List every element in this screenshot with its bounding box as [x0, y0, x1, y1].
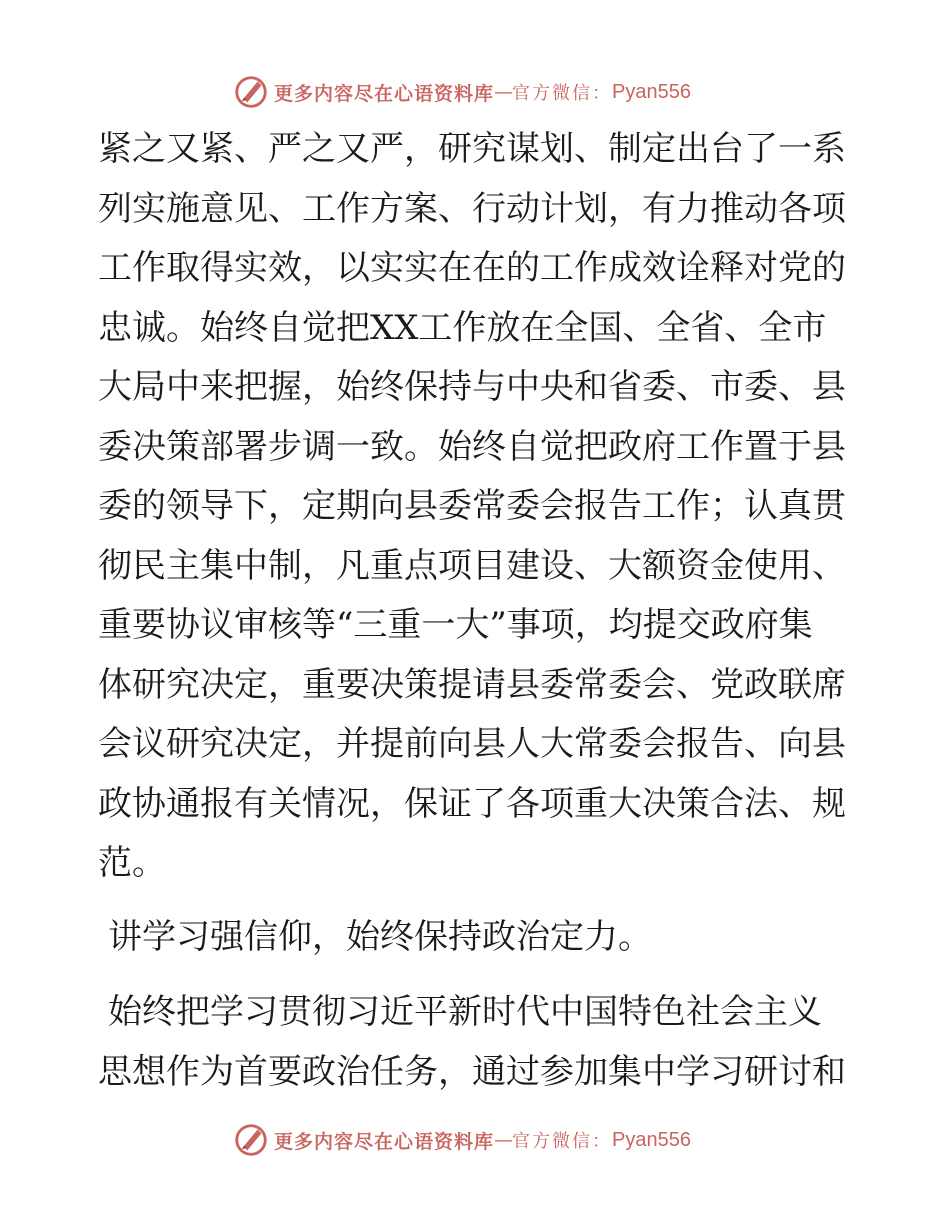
- section-heading: 讲学习强信仰，始终保持政治定力。: [108, 916, 652, 957]
- body-paragraph-2: 始终把学习贯彻习近平新时代中国特色社会主义 思想作为首要政治任务，通过参加集中学习研讨和: [98, 992, 846, 1092]
- footer-watermark: [232, 1120, 691, 1160]
- watermark-brand-text: 更多内容尽在心语资料库: [274, 1130, 495, 1153]
- document-body: [98, 120, 858, 1102]
- watermark-wechat-id: Pyan556: [612, 80, 691, 103]
- header-watermark: [232, 72, 691, 112]
- body-paragraph-1: 紧之又紧、严之又严，研究谋划、制定出台了一系 列实施意见、工作方案、行动计划，有力推动各项 工作取得实效，以实实在在的工作成效诠释对党的 忠诚。始终自觉把XX工作放在全国、全省、全市 大局中来把握，始终保持与中央和省委、市委、县 委决策部署步调一致。始终自觉把政府工作置于县 委的领导下，定期向县委常委会报告工作；认真贯 彻民主集中制，凡重点项目建设、大额资金使用、 重要协议审核等“三重一大”事项，均提交政府集 体研究决定，重要决策提请县委常委会、党政联席 会议研究决定，并提前向县人大常委会报告、向县 政协通报有关情况，保证了各项重大决策合法、规 范。: [98, 129, 846, 883]
- watermark-wechat-label: 官方微信：: [512, 83, 613, 104]
- watermark-wechat-id: Pyan556: [612, 1128, 691, 1151]
- watermark-separator: —: [494, 1129, 513, 1151]
- watermark-separator: —: [494, 81, 513, 103]
- pen-circle-logo-icon: [232, 73, 270, 111]
- watermark-wechat-label: 官方微信：: [512, 1131, 613, 1152]
- pen-circle-logo-icon: [232, 1121, 270, 1159]
- watermark-brand-text: 更多内容尽在心语资料库: [274, 82, 495, 105]
